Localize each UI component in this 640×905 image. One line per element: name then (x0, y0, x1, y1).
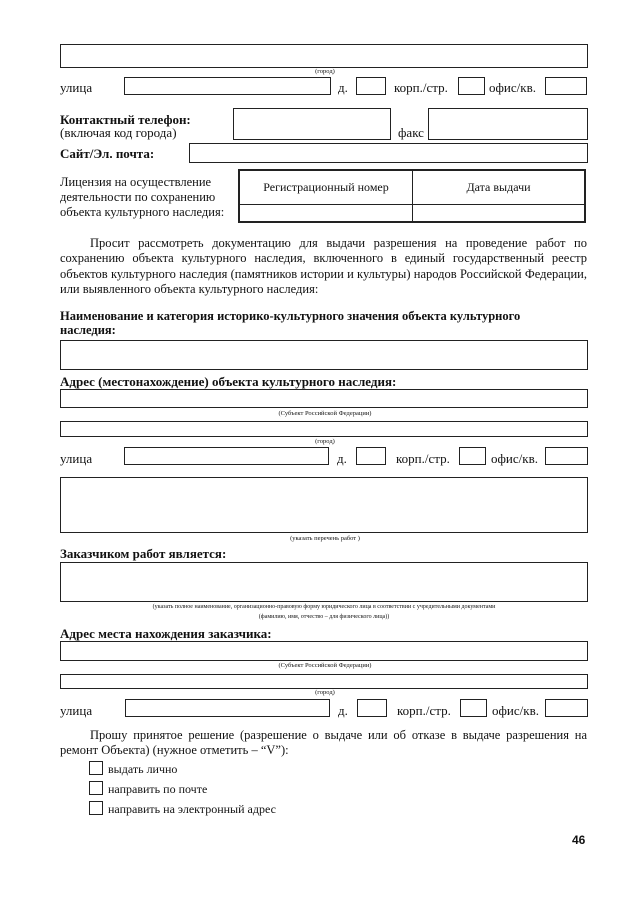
fax-field[interactable] (428, 108, 588, 140)
license-issue-date-cell[interactable] (413, 204, 586, 222)
customer-office-label: офис/кв. (492, 703, 539, 718)
customer-subject-caption: (Субъект Российской Федерации) (278, 662, 372, 669)
object-name-heading-line1: Наименование и категория историко-культурного значения объекта культурного (60, 309, 521, 323)
fax-label: факс (398, 125, 424, 140)
house-label-top: д. (338, 80, 348, 95)
object-street-label: улица (60, 451, 93, 466)
customer-house-field[interactable] (357, 699, 387, 717)
office-field-top[interactable] (545, 77, 587, 95)
license-table (238, 169, 586, 223)
customer-street-field[interactable] (125, 699, 330, 717)
building-label-top: корп./стр. (394, 80, 448, 95)
customer-city-caption: (город) (315, 689, 335, 696)
customer-heading: Заказчиком работ является: (60, 546, 227, 561)
phone-note: (включая код города) (60, 125, 177, 140)
option-in-person-label: выдать лично (108, 762, 178, 776)
site-email-field[interactable] (189, 143, 588, 163)
city-caption-top: (город) (315, 68, 335, 75)
customer-name-field[interactable] (60, 562, 588, 602)
building-field-top[interactable] (458, 77, 485, 95)
works-list-caption: (указать перечень работ ) (290, 535, 360, 542)
page-number: 46 (572, 833, 586, 847)
object-house-label: д. (337, 451, 347, 466)
license-label-line1: Лицензия на осуществление (60, 175, 212, 189)
object-city-field[interactable] (60, 421, 588, 437)
license-col-issue-date: Дата выдачи (413, 170, 586, 204)
customer-building-field[interactable] (460, 699, 487, 717)
option-by-mail-label: направить по почте (108, 782, 208, 796)
phone-field[interactable] (233, 108, 391, 140)
city-field-top[interactable] (60, 44, 588, 68)
office-label-top: офис/кв. (489, 80, 536, 95)
object-building-label: корп./стр. (396, 451, 450, 466)
customer-note-line2: (фамилию, имя, отчество – для физического лица)) (258, 614, 390, 620)
house-field-top[interactable] (356, 77, 386, 95)
customer-street-label: улица (60, 703, 93, 718)
customer-subject-field[interactable] (60, 641, 588, 661)
object-city-caption: (город) (315, 438, 335, 445)
object-name-heading-line2: наследия: (60, 323, 116, 337)
customer-city-field[interactable] (60, 674, 588, 689)
phone-label: Контактный телефон: (60, 112, 191, 127)
object-house-field[interactable] (356, 447, 386, 465)
street-field-top[interactable] (124, 77, 331, 95)
option-by-email-label: направить на электронный адрес (108, 802, 276, 816)
option-by-email-checkbox[interactable] (89, 801, 103, 815)
customer-note-line1: (указать полное наименование, организационно-правовую форму юридического лица в соответствии с учредительными документами (152, 604, 496, 610)
option-by-mail-checkbox[interactable] (89, 781, 103, 795)
customer-building-label: корп./стр. (397, 703, 451, 718)
site-email-label: Сайт/Эл. почта: (60, 146, 155, 161)
option-in-person-checkbox[interactable] (89, 761, 103, 775)
object-address-heading: Адрес (местонахождение) объекта культурного наследия: (60, 374, 397, 389)
object-office-label: офис/кв. (491, 451, 538, 466)
customer-house-label: д. (338, 703, 348, 718)
works-list-field[interactable] (60, 477, 588, 533)
object-subject-caption: (Субъект Российской Федерации) (278, 410, 372, 417)
license-reg-number-cell[interactable] (239, 204, 413, 222)
object-street-field[interactable] (124, 447, 329, 465)
request-paragraph: Просит рассмотреть документацию для выдачи разрешения на проведение работ по сохранению объекта культурного наследия, включенного в единый государственный реестр объектов культурного наследия (памятников истории и культуры) народов Российской Федерации, или выявленного объекта культурного наследия: (60, 236, 587, 297)
object-office-field[interactable] (545, 447, 588, 465)
license-label-line3: объекта культурного наследия: (60, 205, 225, 219)
object-name-field[interactable] (60, 340, 588, 370)
customer-address-heading: Адрес места нахождения заказчика: (60, 626, 272, 641)
decision-paragraph: Прошу принятое решение (разрешение о выдаче или об отказе в выдаче разрешения на ремонт Объекта) (нужное отметить – “V”): (60, 728, 587, 758)
street-label-top: улица (60, 80, 93, 95)
object-subject-field[interactable] (60, 389, 588, 408)
license-label-line2: деятельности по сохранению (60, 190, 216, 204)
license-col-reg-number: Регистрационный номер (239, 170, 413, 204)
object-building-field[interactable] (459, 447, 486, 465)
customer-office-field[interactable] (545, 699, 588, 717)
